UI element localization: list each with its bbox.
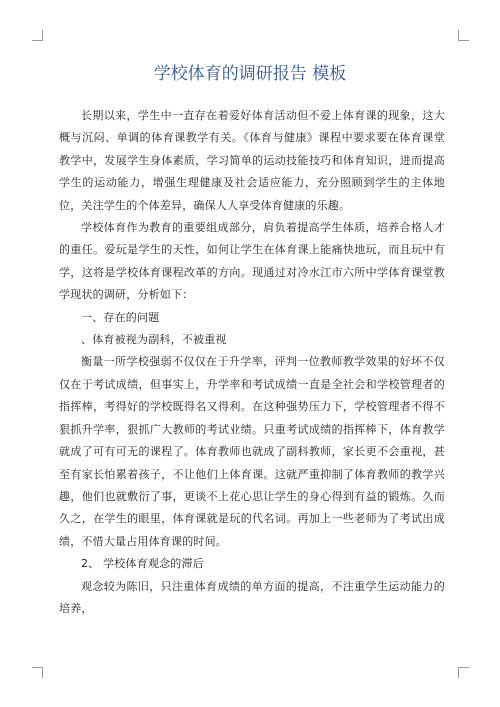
paragraph-intro: 长期以来，学生中一直存在着爱好体育活动但不爱上体育课的现象，这大概与沉闷、单调的体育课教学有关。《体育与健康》课程中要求要在体育课堂教学中，发展学生身体素质，学习简单的运动技能技巧和体育知识，进而提高学生的运动能力，增强生理健康及社会适应能力，充分照顾到学生的主体地位，关注学生的个体差异，确保人人享受体育健康的乐趣。 [59, 109, 445, 212]
section-heading-problems: 一、存在的问题 [81, 310, 160, 324]
paragraph-subject-status: 衡量一所学校强弱不仅仅在于升学率，评判一位教师教学效果的好坏不仅仅在于考试成绩，但事实上，升学率和考试成绩一直是全社会和学校管理者的指挥棒，考得好的学校既得名又得利。在这种强势压力下，学校管理者不得不狠抓升学率，狠抓广大教师的考试业绩。只重考试成绩的指挥棒下，体育教学就成了可有可无的课程了。体育教师也就成了副科教师，家长更不会重视，甚至有家长怕累着孩子，不让他们上体育课。这就严重抑制了体育教师的教学兴趣，他们也就敷衍了事，更谈不上花心思让学生的身心得到有益的锻炼。久而久之，在学生的眼里，体育课就是玩的代名词。再加上一些老师为了考试出成绩，不惜大量占用体育课的时间。 [59, 355, 445, 548]
document-title: 学校体育的调研报告 模板 [153, 64, 347, 84]
crop-mark-top-right [458, 30, 469, 41]
crop-mark-bottom-right [458, 667, 469, 678]
subheading-1: 、体育被视为副科，不被重视 [81, 333, 227, 347]
crop-mark-top-left [32, 30, 43, 41]
crop-mark-bottom-left [32, 667, 43, 678]
document-body [59, 105, 445, 620]
paragraph-role: 学校体育作为教育的重要组成部分，肩负着提高学生体质，培养合格人才的重任。爱玩是学生的天性，如何让学生在体育课上能痛快地玩，而且玩中有学，这将是学校体育课程改革的方向。现通过对冷水江市六所中学体育课堂教学现状的调研，分析如下： [59, 221, 445, 302]
paragraph-concepts: 观念较为陈旧，只注重体育成绩的单方面的提高，不注重学生运动能力的培养， [59, 579, 445, 615]
subheading-2: 2、 学校体育观念的滞后 [81, 557, 204, 571]
